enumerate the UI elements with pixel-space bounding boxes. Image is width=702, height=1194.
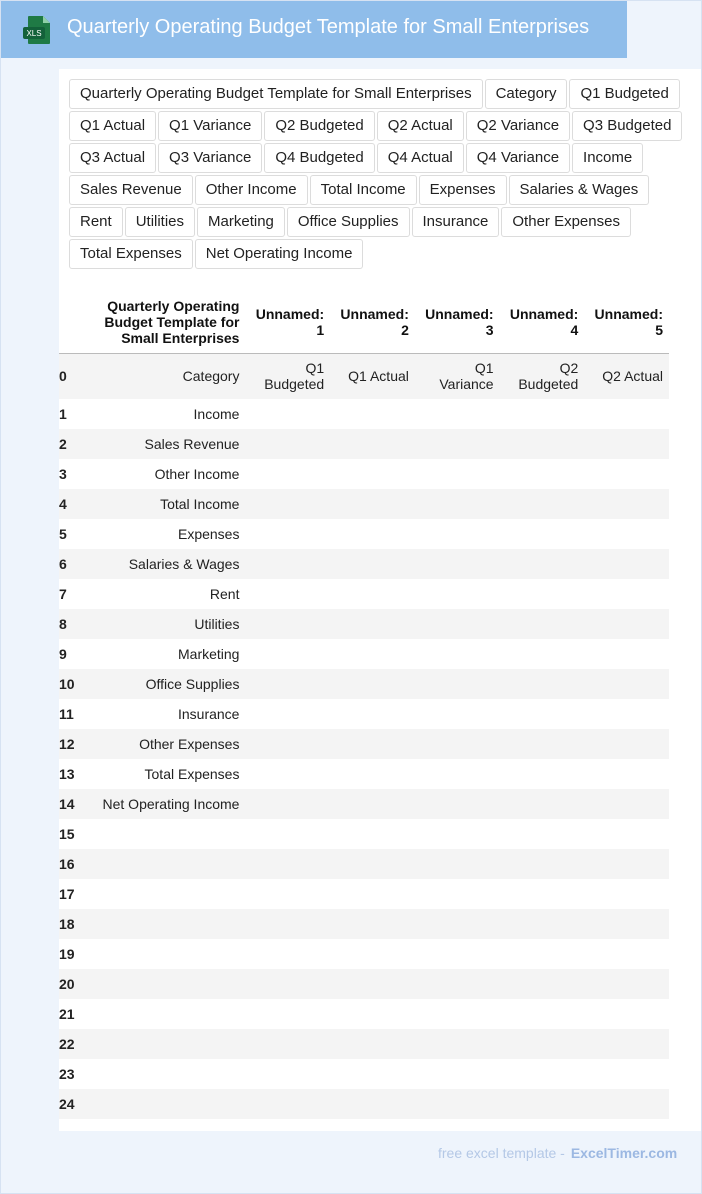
table-row: [59, 819, 669, 849]
page-title: Quarterly Operating Budget Template for Small Enterprises: [67, 16, 590, 38]
table-row: [59, 759, 669, 789]
table-cell: [500, 729, 585, 759]
table-cell: [415, 549, 500, 579]
table-cell: Q1 Variance: [415, 353, 500, 399]
table-cell: [415, 609, 500, 639]
row-index: 16: [59, 849, 81, 879]
table-cell: Salaries & Wages: [81, 549, 246, 579]
column-chip[interactable]: Income: [572, 143, 643, 173]
column-chip[interactable]: Q3 Actual: [69, 143, 156, 173]
table-header-row: [59, 291, 669, 353]
table-cell: [81, 999, 246, 1029]
data-table-viewport[interactable]: [59, 291, 679, 1121]
table-cell: [584, 999, 669, 1029]
page-header: [1, 1, 627, 58]
column-chip[interactable]: Q4 Actual: [377, 143, 464, 173]
table-cell: [330, 609, 415, 639]
table-cell: [500, 969, 585, 999]
row-index: 9: [59, 639, 81, 669]
column-chip[interactable]: Q2 Budgeted: [264, 111, 374, 141]
column-header: Unnamed: 4: [500, 291, 585, 353]
table-row: [59, 669, 669, 699]
table-cell: [81, 969, 246, 999]
table-cell: [584, 399, 669, 429]
table-cell: [245, 1089, 330, 1119]
column-chip[interactable]: Other Expenses: [501, 207, 631, 237]
table-cell: [330, 579, 415, 609]
table-cell: [245, 999, 330, 1029]
table-cell: [415, 519, 500, 549]
table-cell: [245, 759, 330, 789]
column-chip[interactable]: Q1 Actual: [69, 111, 156, 141]
xls-icon-label: XLS: [26, 29, 42, 38]
table-cell: [584, 849, 669, 879]
table-cell: [415, 849, 500, 879]
table-row: [59, 489, 669, 519]
table-row: [59, 519, 669, 549]
table-cell: [500, 459, 585, 489]
table-cell: [415, 579, 500, 609]
table-cell: [584, 609, 669, 639]
table-cell: [500, 639, 585, 669]
table-cell: [330, 789, 415, 819]
table-cell: [245, 879, 330, 909]
column-chip[interactable]: Q3 Variance: [158, 143, 262, 173]
table-cell: [330, 1089, 415, 1119]
column-chip[interactable]: Net Operating Income: [195, 239, 364, 269]
table-cell: [81, 939, 246, 969]
content-card: [59, 69, 701, 1131]
table-cell: [500, 429, 585, 459]
table-cell: [415, 759, 500, 789]
table-cell: [415, 399, 500, 429]
table-row: [59, 969, 669, 999]
column-chip[interactable]: Q1 Budgeted: [569, 79, 679, 109]
row-index: 8: [59, 609, 81, 639]
column-chip[interactable]: Insurance: [412, 207, 500, 237]
row-index: 2: [59, 429, 81, 459]
column-header: Unnamed: 3: [415, 291, 500, 353]
table-cell: Q1 Actual: [330, 353, 415, 399]
row-index: 6: [59, 549, 81, 579]
table-cell: [415, 1089, 500, 1119]
table-cell: [330, 429, 415, 459]
table-cell: [415, 729, 500, 759]
row-index: 19: [59, 939, 81, 969]
table-cell: [584, 789, 669, 819]
table-cell: [584, 489, 669, 519]
table-cell: [415, 639, 500, 669]
table-cell: [500, 519, 585, 549]
table-cell: [584, 699, 669, 729]
column-header: Unnamed: 2: [330, 291, 415, 353]
column-chip[interactable]: Q1 Variance: [158, 111, 262, 141]
column-chip[interactable]: Quarterly Operating Budget Template for Small Enterprises: [69, 79, 483, 109]
column-chip[interactable]: Marketing: [197, 207, 285, 237]
table-cell: [245, 789, 330, 819]
table-cell: [81, 1029, 246, 1059]
column-chip[interactable]: Rent: [69, 207, 123, 237]
column-chip[interactable]: Total Income: [310, 175, 417, 205]
table-cell: [330, 459, 415, 489]
table-row: [59, 999, 669, 1029]
table-row: [59, 849, 669, 879]
table-cell: [245, 849, 330, 879]
table-cell: [500, 399, 585, 429]
row-index: 17: [59, 879, 81, 909]
table-cell: [584, 459, 669, 489]
table-cell: Other Income: [81, 459, 246, 489]
table-cell: [245, 1059, 330, 1089]
table-cell: [330, 399, 415, 429]
table-cell: [81, 819, 246, 849]
table-cell: [584, 759, 669, 789]
table-cell: [245, 669, 330, 699]
column-chip[interactable]: Utilities: [125, 207, 195, 237]
table-cell: Insurance: [81, 699, 246, 729]
row-index: 7: [59, 579, 81, 609]
column-chip[interactable]: Q3 Budgeted: [572, 111, 682, 141]
table-cell: [415, 459, 500, 489]
table-cell: [245, 639, 330, 669]
table-cell: [415, 489, 500, 519]
table-cell: [415, 1059, 500, 1089]
footer: [438, 1145, 677, 1161]
table-row: [59, 609, 669, 639]
column-header: Quarterly Operating Budget Template for Small Enterprises: [81, 291, 246, 353]
table-cell: [245, 519, 330, 549]
row-index: 12: [59, 729, 81, 759]
column-chip[interactable]: Q4 Variance: [466, 143, 570, 173]
table-cell: [415, 789, 500, 819]
table-cell: [330, 519, 415, 549]
table-cell: [415, 909, 500, 939]
table-cell: [584, 639, 669, 669]
table-cell: [500, 1059, 585, 1089]
table-cell: [245, 939, 330, 969]
table-cell: [415, 1029, 500, 1059]
table-row: [59, 549, 669, 579]
column-header: Unnamed: 5: [584, 291, 669, 353]
table-cell: [500, 849, 585, 879]
table-cell: [330, 549, 415, 579]
table-cell: [245, 1029, 330, 1059]
row-index: 22: [59, 1029, 81, 1059]
table-cell: [500, 699, 585, 729]
table-row: [59, 699, 669, 729]
table-cell: [330, 489, 415, 519]
table-cell: [330, 969, 415, 999]
table-row: [59, 1059, 669, 1089]
table-cell: [415, 999, 500, 1029]
table-cell: Total Expenses: [81, 759, 246, 789]
table-cell: [500, 819, 585, 849]
table-cell: Other Expenses: [81, 729, 246, 759]
table-row: [59, 729, 669, 759]
table-cell: [245, 609, 330, 639]
table-cell: [500, 609, 585, 639]
column-chip[interactable]: Expenses: [419, 175, 507, 205]
table-cell: [415, 879, 500, 909]
table-cell: [245, 429, 330, 459]
row-index: 5: [59, 519, 81, 549]
table-cell: [500, 1029, 585, 1059]
row-index: 21: [59, 999, 81, 1029]
table-row: [59, 879, 669, 909]
table-cell: Office Supplies: [81, 669, 246, 699]
row-index: 13: [59, 759, 81, 789]
column-chip[interactable]: Office Supplies: [287, 207, 410, 237]
table-row: [59, 399, 669, 429]
footer-brand-link[interactable]: ExcelTimer.com: [570, 1145, 678, 1161]
table-cell: [330, 1059, 415, 1089]
table-cell: Category: [81, 353, 246, 399]
table-cell: [500, 909, 585, 939]
column-chip[interactable]: Q2 Actual: [377, 111, 464, 141]
table-cell: [584, 969, 669, 999]
table-cell: Rent: [81, 579, 246, 609]
table-cell: [584, 939, 669, 969]
table-cell: [330, 759, 415, 789]
table-cell: [500, 879, 585, 909]
table-cell: [245, 699, 330, 729]
table-cell: [245, 459, 330, 489]
table-row: [59, 459, 669, 489]
row-index: 4: [59, 489, 81, 519]
table-cell: [245, 399, 330, 429]
table-cell: Utilities: [81, 609, 246, 639]
table-cell: [584, 669, 669, 699]
table-cell: [415, 429, 500, 459]
table-cell: [500, 489, 585, 519]
table-cell: [245, 489, 330, 519]
row-index: 18: [59, 909, 81, 939]
column-chip[interactable]: Other Income: [195, 175, 308, 205]
table-cell: [584, 909, 669, 939]
table-cell: Total Income: [81, 489, 246, 519]
table-row: [59, 429, 669, 459]
table-row: [59, 939, 669, 969]
row-index: 14: [59, 789, 81, 819]
table-cell: [500, 789, 585, 819]
table-cell: [330, 729, 415, 759]
table-cell: [330, 639, 415, 669]
table-cell: Income: [81, 399, 246, 429]
table-cell: [81, 1059, 246, 1089]
table-cell: Q2 Budgeted: [500, 353, 585, 399]
table-cell: Net Operating Income: [81, 789, 246, 819]
table-cell: [584, 1059, 669, 1089]
table-cell: [500, 549, 585, 579]
table-cell: [584, 729, 669, 759]
table-cell: [330, 819, 415, 849]
column-chip[interactable]: Salaries & Wages: [509, 175, 650, 205]
table-cell: [330, 849, 415, 879]
row-index: 24: [59, 1089, 81, 1119]
table-cell: [415, 939, 500, 969]
table-cell: [584, 879, 669, 909]
table-cell: [415, 819, 500, 849]
row-index: 10: [59, 669, 81, 699]
column-chip[interactable]: Total Expenses: [69, 239, 193, 269]
table-row: [59, 789, 669, 819]
table-cell: [584, 1089, 669, 1119]
column-chip[interactable]: Q4 Budgeted: [264, 143, 374, 173]
table-cell: Sales Revenue: [81, 429, 246, 459]
table-row: [59, 909, 669, 939]
column-chip[interactable]: Category: [485, 79, 568, 109]
table-cell: Q2 Actual: [584, 353, 669, 399]
table-cell: [415, 969, 500, 999]
table-cell: [81, 849, 246, 879]
table-cell: [330, 669, 415, 699]
table-cell: [584, 549, 669, 579]
table-cell: [500, 669, 585, 699]
column-chip[interactable]: Q2 Variance: [466, 111, 570, 141]
table-row: [59, 1029, 669, 1059]
xls-file-icon: [23, 15, 51, 45]
table-cell: [245, 819, 330, 849]
table-cell: [500, 1089, 585, 1119]
column-header: Unnamed: 1: [245, 291, 330, 353]
table-cell: [330, 879, 415, 909]
table-cell: [330, 939, 415, 969]
table-cell: [245, 909, 330, 939]
table-cell: [584, 429, 669, 459]
table-cell: [81, 879, 246, 909]
table-cell: [584, 519, 669, 549]
row-index: 0: [59, 353, 81, 399]
table-cell: [415, 669, 500, 699]
table-cell: [245, 549, 330, 579]
table-cell: [500, 939, 585, 969]
row-index: 11: [59, 699, 81, 729]
table-cell: Marketing: [81, 639, 246, 669]
index-header: [59, 291, 81, 353]
footer-text: free excel template -: [438, 1145, 565, 1161]
table-cell: [415, 699, 500, 729]
table-cell: Expenses: [81, 519, 246, 549]
table-cell: [330, 699, 415, 729]
table-row: [59, 639, 669, 669]
table-cell: [500, 999, 585, 1029]
table-row: [59, 353, 669, 399]
table-cell: [584, 819, 669, 849]
table-cell: [245, 729, 330, 759]
column-chip[interactable]: Sales Revenue: [69, 175, 193, 205]
table-cell: [81, 1089, 246, 1119]
table-cell: [584, 1029, 669, 1059]
row-index: 15: [59, 819, 81, 849]
row-index: 1: [59, 399, 81, 429]
table-cell: [81, 909, 246, 939]
table-cell: [500, 759, 585, 789]
table-cell: [330, 999, 415, 1029]
row-index: 3: [59, 459, 81, 489]
row-index: 20: [59, 969, 81, 999]
row-index: 23: [59, 1059, 81, 1089]
table-cell: [330, 1029, 415, 1059]
table-cell: [330, 909, 415, 939]
table-cell: [500, 579, 585, 609]
table-body: [59, 353, 669, 1119]
table-row: [59, 1089, 669, 1119]
table-cell: [584, 579, 669, 609]
table-cell: Q1 Budgeted: [245, 353, 330, 399]
table-row: [59, 579, 669, 609]
table-cell: [245, 969, 330, 999]
column-chip-list: [69, 79, 701, 269]
table-cell: [245, 579, 330, 609]
data-table: [59, 291, 669, 1119]
